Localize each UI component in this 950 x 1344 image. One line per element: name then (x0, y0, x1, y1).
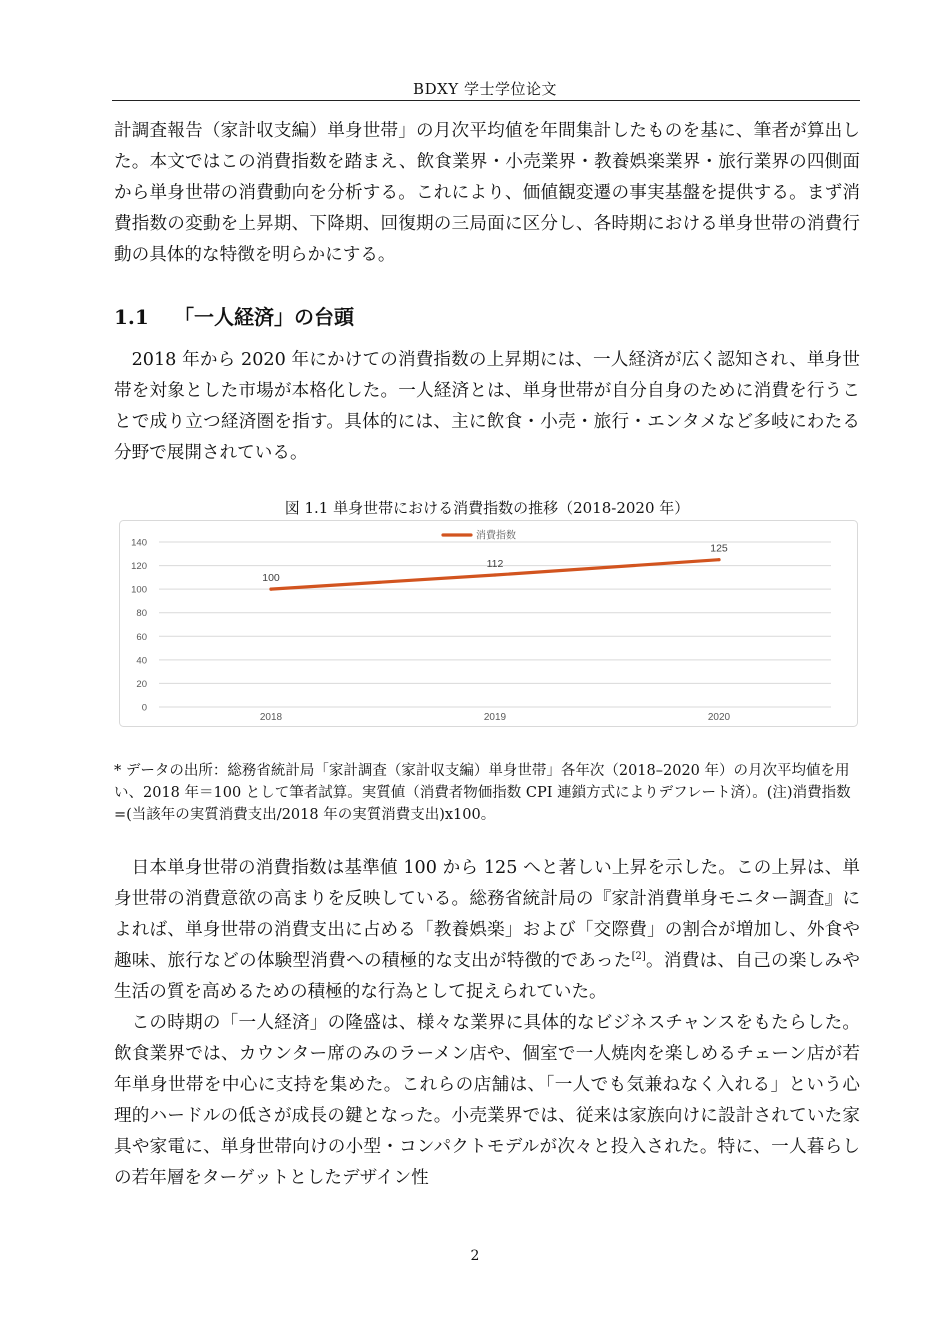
y-tick-label: 20 (136, 678, 147, 690)
data-label: 112 (486, 558, 504, 570)
note-text: * データの出所：総務省統計局「家計調査（家計収支編）単身世帯」各年次（2018–2020 年）の月次平均値を用い、2018 年＝100 として筆者試算。実質値（消費者物価指数 CPI 連鎖方式によりデフレート済）。(注)消費指数=(当該年の実質消費支出/2018 年の実質消費支出)x100。 (114, 763, 851, 823)
chart-svg (119, 520, 858, 727)
y-tick-label: 80 (136, 608, 147, 620)
page-number: 2 (470, 1248, 480, 1264)
data-point (493, 573, 496, 576)
running-header: BDXY 学士学位论文 (413, 80, 557, 98)
y-tick-label: 0 (141, 702, 147, 714)
x-tick-label: 2018 (259, 712, 283, 723)
x-tick-label: 2020 (707, 712, 731, 723)
section-number: 1.1 (114, 305, 149, 329)
y-tick-label: 60 (136, 631, 147, 643)
section-heading (114, 289, 860, 345)
paragraph-text-cont: 。消費は、自己の楽しみや生活の質を高めるための積極的な行為として捉えられていた。 (114, 951, 860, 1002)
y-tick-label: 40 (136, 655, 147, 667)
y-tick-label: 100 (131, 584, 147, 596)
y-tick-label: 120 (131, 561, 147, 573)
header-rule (112, 100, 860, 101)
data-point (717, 558, 720, 561)
legend-label: 消費指数 (476, 530, 516, 542)
body-top (114, 116, 860, 469)
body-paragraph-1 (114, 853, 860, 1008)
citation-ref[interactable]: [2] (631, 951, 646, 962)
figure-caption: 図 1.1 単身世帯における消費指数の推移（2018-2020 年） (284, 499, 690, 517)
chart-frame-border (120, 521, 858, 727)
line-chart (119, 520, 858, 727)
data-label: 100 (262, 572, 280, 585)
intro-paragraph: 計調査報告（家計収支編）単身世帯」の月次平均値を年間集計したものを基に、筆者が算出した。本文ではこの消費指数を踏まえ、飲食業界・小売業界・教養娯楽業界・旅行業界の四側面から単身世帯の消費動向を分析する。これにより、価値観変遷の事実基盤を提供する。まず消費指数の変動を上昇期、下降期、回復期の三局面に区分し、各時期における単身世帯の消費行動の具体的な特徴を明らかにする。 (114, 121, 860, 265)
section-paragraph: 2018 年から 2020 年にかけての消費指数の上昇期には、一人経済が広く認知され、単身世帯を対象とした市場が本格化した。一人経済とは、単身世帯が自分自身のために消費を行うことで成り立つ経済圏を指す。具体的には、主に飲食・小売・旅行・エンタメなど多岐にわたる分野で展開されている。 (114, 350, 860, 463)
data-point (269, 588, 272, 591)
paragraph-text: 日本単身世帯の消費指数は基準値 100 から 125 へと著しい上昇を示した。この上昇は、単身世帯の消費意欲の高まりを反映している。総務省統計局の『家計消費単身モニター調査』によれば、単身世帯の消費支出に占める「教養娯楽」および「交際費」の割合が増加し、外食や趣味、旅行などの体験型消費への積極的な支出が特徴的であった (114, 858, 860, 971)
data-label: 125 (710, 542, 728, 555)
body-bottom (114, 853, 860, 1194)
body-paragraph-2: この時期の「一人経済」の隆盛は、様々な業界に具体的なビジネスチャンスをもたらした。飲食業界では、カウンター席のみのラーメン店や、個室で一人焼肉を楽しめるチェーン店が若年単身世帯を中心に支持を集めた。これらの店舗は、「一人でも気兼ねなく入れる」という心理的ハードルの低さが成長の鍵となった。小売業界では、従来は家族向けに設計されていた家具や家電に、単身世帯向けの小型・コンパクトモデルが次々と投入された。特に、一人暮らしの若年層をターゲットとしたデザイン性 (114, 1013, 860, 1188)
y-tick-label: 140 (131, 537, 147, 549)
x-tick-label: 2019 (483, 712, 507, 723)
section-title: 「一人経済」の台頭 (174, 305, 354, 329)
data-source-note (114, 760, 860, 826)
